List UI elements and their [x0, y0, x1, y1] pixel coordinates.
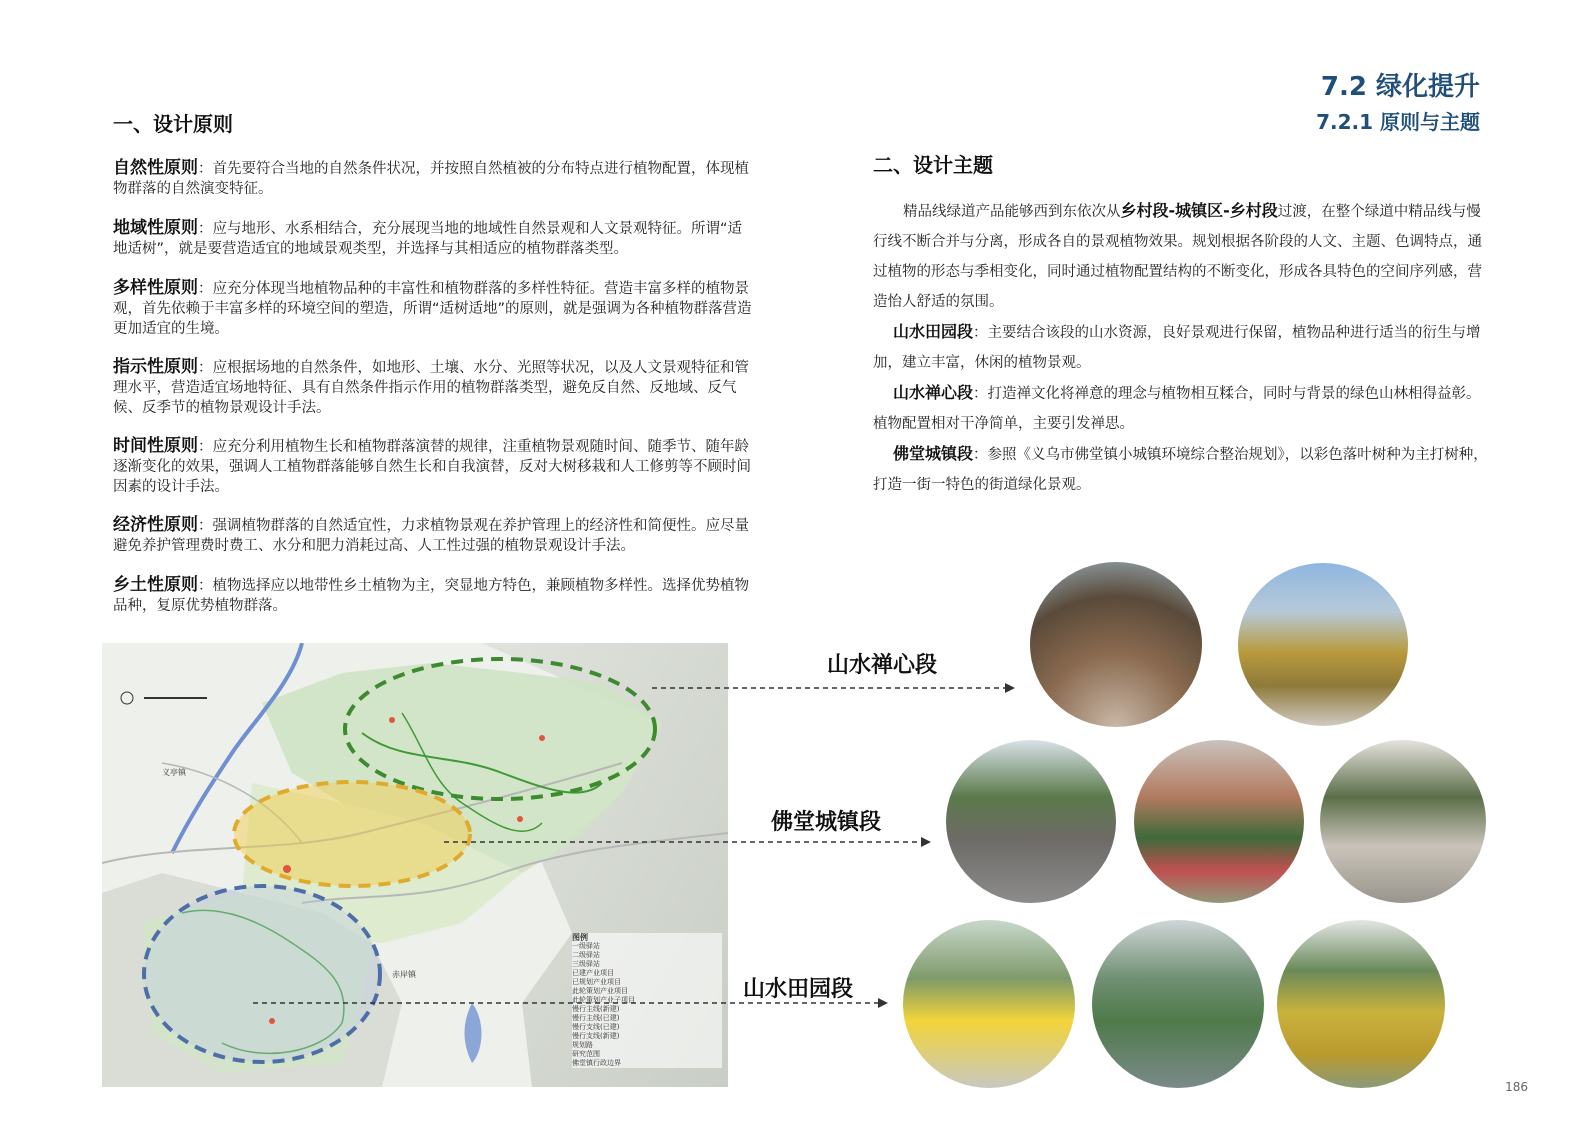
segment-label-chan: 山水禅心段 [827, 653, 938, 678]
theme-item: 佛堂城镇段：参照《义乌市佛堂镇小城镇环境综合整治规划》，以彩色落叶树种为主打树种，打造一街一特色的街道绿化景观。 [873, 444, 1488, 493]
section-title: 7.2 绿化提升 [1320, 72, 1480, 102]
photo-chan-1 [1030, 562, 1202, 727]
principle-item: 时间性原则：应充分利用植物生长和植物群落演替的规律，注重植物景观随时间、随季节、随年龄逐渐变化的效果，强调人工植物群落能够自然生长和自我演替，反对大树移栽和人工修剪等不顾时间因素的设计手法。 [113, 436, 751, 495]
themes-heading: 二、设计主题 [873, 153, 993, 177]
principle-item: 地域性原则：应与地形、水系相结合，充分展现当地的地域性自然景观和人文景观特征。所谓“适地适树”，就是要营造适宜的地域景观类型，并选择与其相适应的植物群落类型。 [113, 218, 743, 257]
photo-town-1 [946, 740, 1116, 903]
photo-field-2 [1092, 920, 1264, 1088]
photo-field-1 [903, 920, 1075, 1088]
map-legend: 图例 一级驿站 二级驿站 三级驿站 已建产业项目 已规划产业项目 此轮策划产业项目 此轮策划产业子项目 慢行主线(新建) 慢行主线(已建) 慢行支线(已建) 慢行支线(新建) 规划路 研究范围 佛堂镇行政边界 [572, 933, 722, 1068]
page-number: 186 [1505, 1080, 1528, 1094]
town-label: 义亭镇 [162, 768, 186, 777]
photo-town-3 [1320, 740, 1486, 903]
photo-chan-2 [1238, 563, 1408, 726]
principle-item: 指示性原则：应根据场地的自然条件，如地形、土壤、水分、光照等状况，以及人文景观特征和管理水平，营造适宜场地特征、具有自然条件指示作用的植物群落类型，避免反自然、反地域、反气候、反季节的植物景观设计手法。 [113, 357, 749, 416]
photo-town-2 [1134, 740, 1304, 903]
principle-item: 经济性原则：强调植物群落的自然适宜性，力求植物景观在养护管理上的经济性和简便性。应尽量避免养护管理费时费工、水分和肥力消耗过高、人工性过强的植物景观设计手法。 [113, 515, 749, 554]
principle-item: 自然性原则：首先要符合当地的自然条件状况，并按照自然植被的分布特点进行植物配置，体现植物群落的自然演变特征。 [113, 158, 749, 197]
town-label: 赤岸镇 [392, 970, 416, 979]
themes-text: 精品线绿道产品能够西到东依次从乡村段-城镇区-乡村段过渡，在整个绿道中精品线与慢行线不断合并与分离，形成各自的景观植物效果。规划根据各阶段的人文、主题、色调特点，通过植物的形态与季相变化，同时通过植物配置结构的不断变化，形成各具特色的空间序列感，营造怡人舒适的氛围。 山水田园段：主要结合该段的山水资源，良好景观进行保留，植物品种进行适当的衍生与增加，建立丰富，休闲的植物景观。 山水禅心段：打造禅文化将禅意的理念与植物相互糅合，同时与背景的绿色山林相得益彰。植物配置相对干净简单，主要引发禅思。 佛堂城镇段：参照《义乌市佛堂镇小城镇环境综合整治规划》，以彩色落叶树种为主打树种，打造一街一特色的街道绿化景观。 [873, 196, 1488, 500]
segment-label-town: 佛堂城镇段 [771, 810, 882, 835]
subsection-title: 7.2.1 原则与主题 [1316, 110, 1480, 134]
segment-label-field: 山水田园段 [743, 977, 854, 1002]
photo-field-3 [1277, 920, 1445, 1088]
theme-item: 山水田园段：主要结合该段的山水资源，良好景观进行保留，植物品种进行适当的衍生与增加，建立丰富，休闲的植物景观。 [873, 322, 1481, 371]
principle-item: 乡土性原则：植物选择应以地带性乡土植物为主，突显地方特色，兼顾植物多样性。选择优势植物品种，复原优势植物群落。 [113, 575, 749, 614]
principles-heading: 一、设计原则 [113, 112, 233, 136]
principle-item: 多样性原则：应充分体现当地植物品种的丰富性和植物群落的多样性特征。营造丰富多样的植物景观，首先依赖于丰富多样的环境空间的塑造，所谓“适树适地”的原则，就是强调为各种植物群落营造更加适宜的生境。 [113, 278, 752, 337]
theme-item: 山水禅心段：打造禅文化将禅意的理念与植物相互糅合，同时与背景的绿色山林相得益彰。植物配置相对干净简单，主要引发禅思。 [873, 383, 1481, 432]
